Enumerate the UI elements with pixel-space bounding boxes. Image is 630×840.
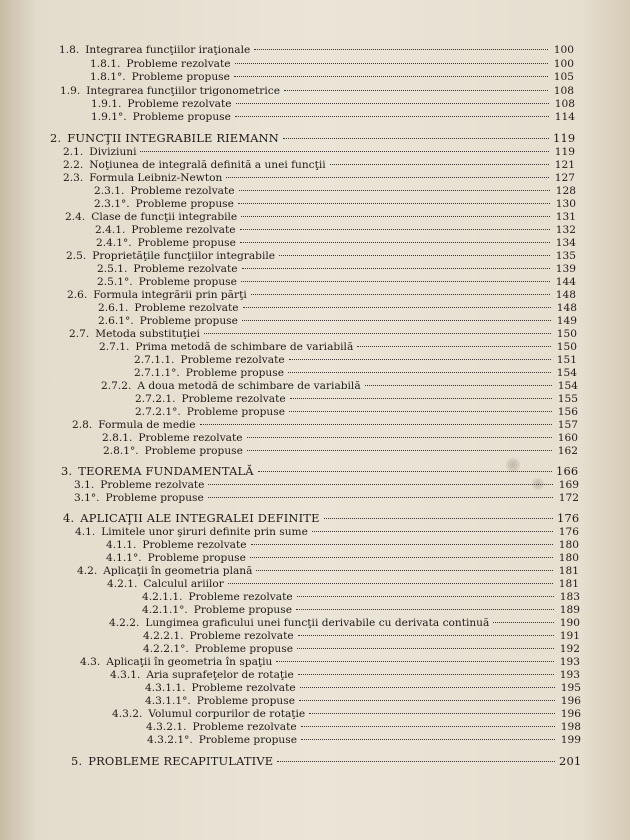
dot-leader: [290, 398, 552, 399]
toc-entry: [0, 707, 630, 721]
toc-entry: [0, 223, 630, 237]
toc-entry: [0, 210, 630, 224]
toc-entry-number: 4.3.1.1°.: [145, 695, 191, 707]
toc-entry-title: Probleme rezolvate: [130, 185, 235, 197]
toc-entry-page: 157: [557, 419, 578, 431]
toc-entry-number: 3.: [61, 464, 73, 478]
toc-entry-page: 181: [558, 565, 579, 577]
toc-entry: [0, 668, 630, 682]
toc-entry-title: Probleme propuse: [132, 111, 231, 123]
toc-entry-number: 4.3.2.1.: [146, 721, 187, 733]
toc-entry-title: Probleme rezolvate: [189, 630, 294, 642]
toc-entry-page: 100: [553, 44, 574, 56]
toc-entry-number: 2.7.: [69, 328, 90, 340]
toc-entry-title: Probleme propuse: [144, 445, 243, 457]
toc-entry-page: 134: [555, 237, 576, 249]
toc-entry-title: Probleme rezolvate: [188, 591, 293, 603]
toc-entry: [0, 340, 630, 354]
toc-entry: [0, 551, 630, 565]
toc-entry: [0, 629, 630, 643]
toc-entry-page: 193: [559, 669, 580, 681]
toc-entry: [0, 145, 630, 159]
toc-entry-page: 132: [555, 224, 576, 236]
toc-entry-title: Probleme propuse: [185, 367, 284, 379]
dot-leader: [247, 437, 552, 438]
toc-entry-page: 180: [558, 539, 579, 551]
dot-leader: [279, 255, 550, 256]
toc-entry: [0, 733, 630, 747]
toc-entry-title: Proprietăţile funcţiilor integrabile: [92, 250, 275, 262]
toc-entry-page: 192: [559, 643, 580, 655]
dot-leader: [251, 294, 550, 295]
dot-leader: [254, 49, 548, 50]
toc-entry-number: 1.8.1°.: [90, 71, 126, 83]
toc-entry: [0, 405, 630, 419]
toc-entry-number: 4.2.1.1°.: [142, 604, 188, 616]
toc-entry: [0, 603, 630, 617]
toc-entry-page: 154: [557, 380, 578, 392]
toc-entry: [0, 418, 630, 432]
dot-leader: [330, 164, 549, 165]
dot-leader: [301, 739, 555, 740]
dot-leader: [312, 531, 553, 532]
toc-entry-title: Prima metodă de schimbare de variabilă: [135, 341, 354, 353]
toc-entry-title: Probleme propuse: [194, 643, 293, 655]
toc-entry: [0, 288, 630, 302]
toc-entry: [0, 525, 630, 539]
toc-entry-title: Calculul ariilor: [143, 578, 224, 590]
toc-entry-title: A doua metodă de schimbare de variabilă: [137, 380, 361, 392]
toc-entry-title: Probleme rezolvate: [127, 98, 232, 110]
toc-entry: [0, 431, 630, 445]
toc-entry-number: 2.7.2.: [101, 380, 132, 392]
toc-entry: [0, 353, 630, 367]
toc-entry-title: Probleme propuse: [131, 71, 230, 83]
toc-entry-title: Probleme propuse: [186, 406, 285, 418]
toc-entry-title: Probleme rezolvate: [191, 682, 296, 694]
toc-entry: [0, 681, 630, 695]
dot-leader: [226, 177, 549, 178]
toc-entry-title: TEOREMA FUNDAMENTALĂ: [78, 464, 254, 478]
toc-entry-title: Limitele unor şiruri definite prin sume: [101, 526, 308, 538]
toc-entry-page: 130: [555, 198, 576, 210]
toc-entry-number: 2.3.1°.: [94, 198, 130, 210]
toc-entry-title: Clase de funcţii integrabile: [91, 211, 238, 223]
toc-entry-number: 2.6.1°.: [98, 315, 134, 327]
toc-entry-number: 2.5.1.: [97, 263, 128, 275]
toc-entry-title: Metoda substituţiei: [95, 328, 200, 340]
toc-entry-page: 196: [560, 695, 581, 707]
dot-leader: [276, 661, 554, 662]
toc-entry-page: 156: [557, 406, 578, 418]
toc-entry-number: 4.3.2.: [112, 708, 143, 720]
dot-leader: [200, 424, 552, 425]
toc-entry: [0, 392, 630, 406]
toc-entry-title: Probleme propuse: [196, 695, 295, 707]
toc-entry-page: 135: [555, 250, 576, 262]
toc-entry: [0, 577, 630, 591]
toc-entry: [0, 720, 630, 734]
toc-entry-page: 139: [555, 263, 576, 275]
toc-entry-page: 114: [554, 111, 575, 123]
dot-leader: [283, 138, 549, 139]
toc-entry: [0, 642, 630, 656]
toc-entry-title: Integrarea funcţiilor iraţionale: [85, 44, 251, 56]
toc-entry-page: 121: [554, 159, 575, 171]
toc-entry-number: 4.2.2.: [109, 617, 140, 629]
dot-leader: [296, 609, 554, 610]
toc-entry-title: Probleme rezolvate: [131, 224, 236, 236]
toc-entry: [0, 366, 630, 380]
toc-entry-page: 155: [557, 393, 578, 405]
toc-entry-number: 2.7.1.1.: [134, 354, 175, 366]
toc-entry-title: Probleme propuse: [138, 276, 237, 288]
toc-entry-number: 2.5.: [66, 250, 87, 262]
toc-entry-page: 100: [553, 58, 574, 70]
toc-entry: [0, 197, 630, 211]
dot-leader: [208, 484, 553, 485]
toc-entry-title: Probleme rezolvate: [126, 58, 231, 70]
toc-entry: [0, 84, 630, 98]
toc-entry: [0, 694, 630, 708]
toc-entry-number: 2.3.1.: [94, 185, 125, 197]
toc-entry-title: Probleme rezolvate: [138, 432, 243, 444]
toc-entry-page: 144: [555, 276, 576, 288]
dot-leader: [239, 190, 550, 191]
toc-entry: [0, 236, 630, 250]
toc-entry-page: 181: [558, 578, 579, 590]
toc-entry-number: 1.9.: [60, 85, 81, 97]
toc-entry-number: 2.8.1°.: [103, 445, 139, 457]
dot-leader: [242, 320, 551, 321]
toc-entry-number: 3.1°.: [74, 492, 100, 504]
dot-leader: [493, 622, 554, 623]
toc-entry-page: 169: [558, 479, 579, 491]
dot-leader: [236, 103, 549, 104]
dot-leader: [238, 203, 550, 204]
toc-entry-number: 1.8.1.: [90, 58, 121, 70]
dot-leader: [243, 307, 551, 308]
toc-entry-number: 1.8.: [59, 44, 80, 56]
dot-leader: [309, 713, 555, 714]
toc-entry-page: 172: [558, 492, 579, 504]
toc-entry-number: 4.1.1°.: [106, 552, 142, 564]
toc-entry: [0, 590, 630, 604]
toc-entry-page: 199: [560, 734, 581, 746]
toc-entry-page: 198: [560, 721, 581, 733]
toc-entry: [0, 184, 630, 198]
toc-entry-title: Aria suprafeţelor de rotaţie: [146, 669, 294, 681]
toc-entry-number: 2.8.: [72, 419, 93, 431]
toc-entry-title: Probleme rezolvate: [100, 479, 205, 491]
toc-entry-page: 154: [556, 367, 577, 379]
toc-entry-title: Integrarea funcţiilor trigonometrice: [86, 85, 280, 97]
toc-entry-number: 4.2.2.1.: [143, 630, 184, 642]
toc-entry-number: 2.5.1°.: [97, 276, 133, 288]
toc-entry-number: 4.2.1.: [107, 578, 138, 590]
toc-entry-page: 148: [556, 302, 577, 314]
toc-entry-page: 190: [559, 617, 580, 629]
toc-entry: [0, 275, 630, 289]
toc-entry: [0, 464, 630, 478]
dot-leader: [324, 518, 553, 519]
toc-entry-page: 151: [556, 354, 577, 366]
toc-entry-title: Lungimea graficului unei funcţii derivabile cu derivata continuă: [145, 617, 490, 629]
dot-leader: [301, 726, 555, 727]
toc-entry-title: Probleme rezolvate: [180, 354, 285, 366]
toc-entry-title: Probleme rezolvate: [133, 263, 238, 275]
toc-entry: [0, 249, 630, 263]
toc-entry-title: Probleme propuse: [105, 492, 204, 504]
toc-entry-number: 4.1.: [75, 526, 96, 538]
dot-leader: [251, 544, 553, 545]
dot-leader: [208, 497, 553, 498]
toc-entry-title: APLICAŢII ALE INTEGRALEI DEFINITE: [80, 511, 320, 525]
toc-entry: [0, 70, 630, 84]
dot-leader: [240, 242, 550, 243]
toc-entry: [0, 379, 630, 393]
toc-entry-number: 1.9.1°.: [91, 111, 127, 123]
dot-leader: [297, 596, 554, 597]
toc-entry-number: 4.2.: [77, 565, 98, 577]
toc-entry-number: 2.7.1.: [99, 341, 130, 353]
toc-entry: [0, 262, 630, 276]
toc-entry-title: Probleme rezolvate: [142, 539, 247, 551]
toc-entry-number: 2.7.2.1.: [135, 393, 176, 405]
toc-entry-number: 2.6.1.: [98, 302, 129, 314]
toc-entry: [0, 171, 630, 185]
toc-entry-number: 2.7.1.1°.: [134, 367, 180, 379]
toc-entry-number: 4.1.1.: [106, 539, 137, 551]
dot-leader: [250, 557, 553, 558]
dot-leader: [298, 674, 554, 675]
toc-entry-page: 128: [555, 185, 576, 197]
toc-entry: [0, 43, 630, 57]
toc-entry-page: 119: [554, 146, 575, 158]
dot-leader: [235, 116, 549, 117]
toc-entry-number: 1.9.1.: [91, 98, 122, 110]
toc-entry-title: Probleme propuse: [135, 198, 234, 210]
dot-leader: [258, 471, 552, 472]
toc-entry-page: 105: [553, 71, 574, 83]
toc-entry-title: Probleme propuse: [139, 315, 238, 327]
toc-entry-title: Volumul corpurilor de rotaţie: [148, 708, 306, 720]
toc-entry-page: 131: [555, 211, 576, 223]
toc-entry-number: 4.3.1.1.: [145, 682, 186, 694]
toc-entry: [0, 491, 630, 505]
toc-entry-number: 3.1.: [74, 479, 95, 491]
dot-leader: [240, 229, 550, 230]
toc-entry-title: Probleme propuse: [137, 237, 236, 249]
toc-entry-number: 2.2.: [63, 159, 84, 171]
toc-entry-number: 2.3.: [63, 172, 84, 184]
toc-entry-page: 195: [560, 682, 581, 694]
toc-entry-page: 148: [555, 289, 576, 301]
toc-entry-title: Formula Leibniz-Newton: [89, 172, 223, 184]
dot-leader: [298, 635, 554, 636]
toc-entry-number: 2.7.2.1°.: [135, 406, 181, 418]
dot-leader: [357, 346, 551, 347]
dot-leader: [241, 216, 550, 217]
toc-entry-number: 4.3.: [80, 656, 101, 668]
toc-entry-page: 196: [560, 708, 581, 720]
toc-entry-page: 193: [559, 656, 580, 668]
toc-entry-page: 150: [556, 341, 577, 353]
dot-leader: [234, 76, 548, 77]
dot-leader: [297, 648, 554, 649]
toc-entry-number: 4.3.2.1°.: [147, 734, 193, 746]
toc-entry-page: 108: [553, 85, 574, 97]
toc-entry-page: 150: [556, 328, 577, 340]
dot-leader: [284, 90, 548, 91]
toc-entry-number: 4.2.2.1°.: [143, 643, 189, 655]
dot-leader: [300, 687, 555, 688]
toc-entry-title: Probleme rezolvate: [192, 721, 297, 733]
toc-entry-number: 4.3.1.: [110, 669, 141, 681]
dot-leader: [289, 359, 551, 360]
toc-entry-page: 176: [558, 526, 579, 538]
toc-entry-title: Probleme propuse: [147, 552, 246, 564]
toc-entry-title: PROBLEME RECAPITULATIVE: [88, 754, 274, 768]
toc-entry-page: 180: [558, 552, 579, 564]
dot-leader: [228, 583, 553, 584]
toc-entry-page: 176: [557, 511, 580, 525]
dot-leader: [277, 761, 555, 762]
dot-leader: [235, 63, 548, 64]
toc-entry: [0, 564, 630, 578]
toc-entry-title: FUNCŢII INTEGRABILE RIEMANN: [67, 131, 279, 145]
toc-entry-title: Noţiunea de integrală definită a unei funcţii: [89, 159, 326, 171]
dot-leader: [204, 333, 551, 334]
toc-entry-number: 2.4.1°.: [96, 237, 132, 249]
toc-entry-page: 160: [557, 432, 578, 444]
toc-entry-page: 149: [556, 315, 577, 327]
toc-entry: [0, 301, 630, 315]
toc-entry: [0, 511, 630, 525]
toc-entry-page: 191: [559, 630, 580, 642]
toc-entry-page: 166: [556, 464, 579, 478]
toc-entry-title: Formula de medie: [98, 419, 196, 431]
toc-entry-number: 2.4.1.: [95, 224, 126, 236]
toc-entry: [0, 655, 630, 669]
toc-entry: [0, 131, 630, 145]
toc-entry-number: 5.: [71, 754, 83, 768]
toc-entry: [0, 754, 630, 768]
toc-entry: [0, 314, 630, 328]
toc-entry: [0, 110, 630, 124]
toc-entry-page: 201: [559, 754, 582, 768]
toc-entry-title: Probleme rezolvate: [134, 302, 239, 314]
toc-entry-title: Probleme propuse: [198, 734, 297, 746]
toc-entry: [0, 538, 630, 552]
dot-leader: [140, 151, 549, 152]
dot-leader: [247, 450, 552, 451]
toc-entry-title: Aplicaţii în geometria în spaţiu: [106, 656, 273, 668]
toc-entry: [0, 444, 630, 458]
toc-entry-page: 119: [553, 131, 576, 145]
toc-entry-title: Probleme propuse: [193, 604, 292, 616]
toc-entry-number: 2.1.: [63, 146, 84, 158]
dot-leader: [288, 372, 551, 373]
toc-entry-number: 2.8.1.: [102, 432, 133, 444]
toc-entry: [0, 57, 630, 71]
dot-leader: [242, 268, 550, 269]
toc-entry-title: Probleme rezolvate: [181, 393, 286, 405]
toc-entry: [0, 327, 630, 341]
toc-entry-number: 2.: [50, 131, 62, 145]
toc-entry-title: Formula integrării prin părţi: [93, 289, 247, 301]
toc-entry-page: 162: [557, 445, 578, 457]
dot-leader: [365, 385, 552, 386]
toc-entry: [0, 616, 630, 630]
dot-leader: [241, 281, 550, 282]
toc-entry-number: 4.2.1.1.: [142, 591, 183, 603]
toc-entry-number: 2.6.: [67, 289, 88, 301]
toc-entry: [0, 97, 630, 111]
dot-leader: [289, 411, 552, 412]
toc-entry-page: 189: [559, 604, 580, 616]
toc-entry: [0, 158, 630, 172]
toc-entry-title: Aplicaţii în geometria plană: [103, 565, 253, 577]
toc-entry-page: 108: [554, 98, 575, 110]
toc-entry-number: 4.: [63, 511, 75, 525]
dot-leader: [256, 570, 553, 571]
toc-entry-title: Diviziuni: [89, 146, 137, 158]
dot-leader: [299, 700, 555, 701]
toc-entry: [0, 478, 630, 492]
toc-entry-page: 127: [554, 172, 575, 184]
toc-entry-number: 2.4.: [65, 211, 86, 223]
toc-entry-page: 183: [559, 591, 580, 603]
